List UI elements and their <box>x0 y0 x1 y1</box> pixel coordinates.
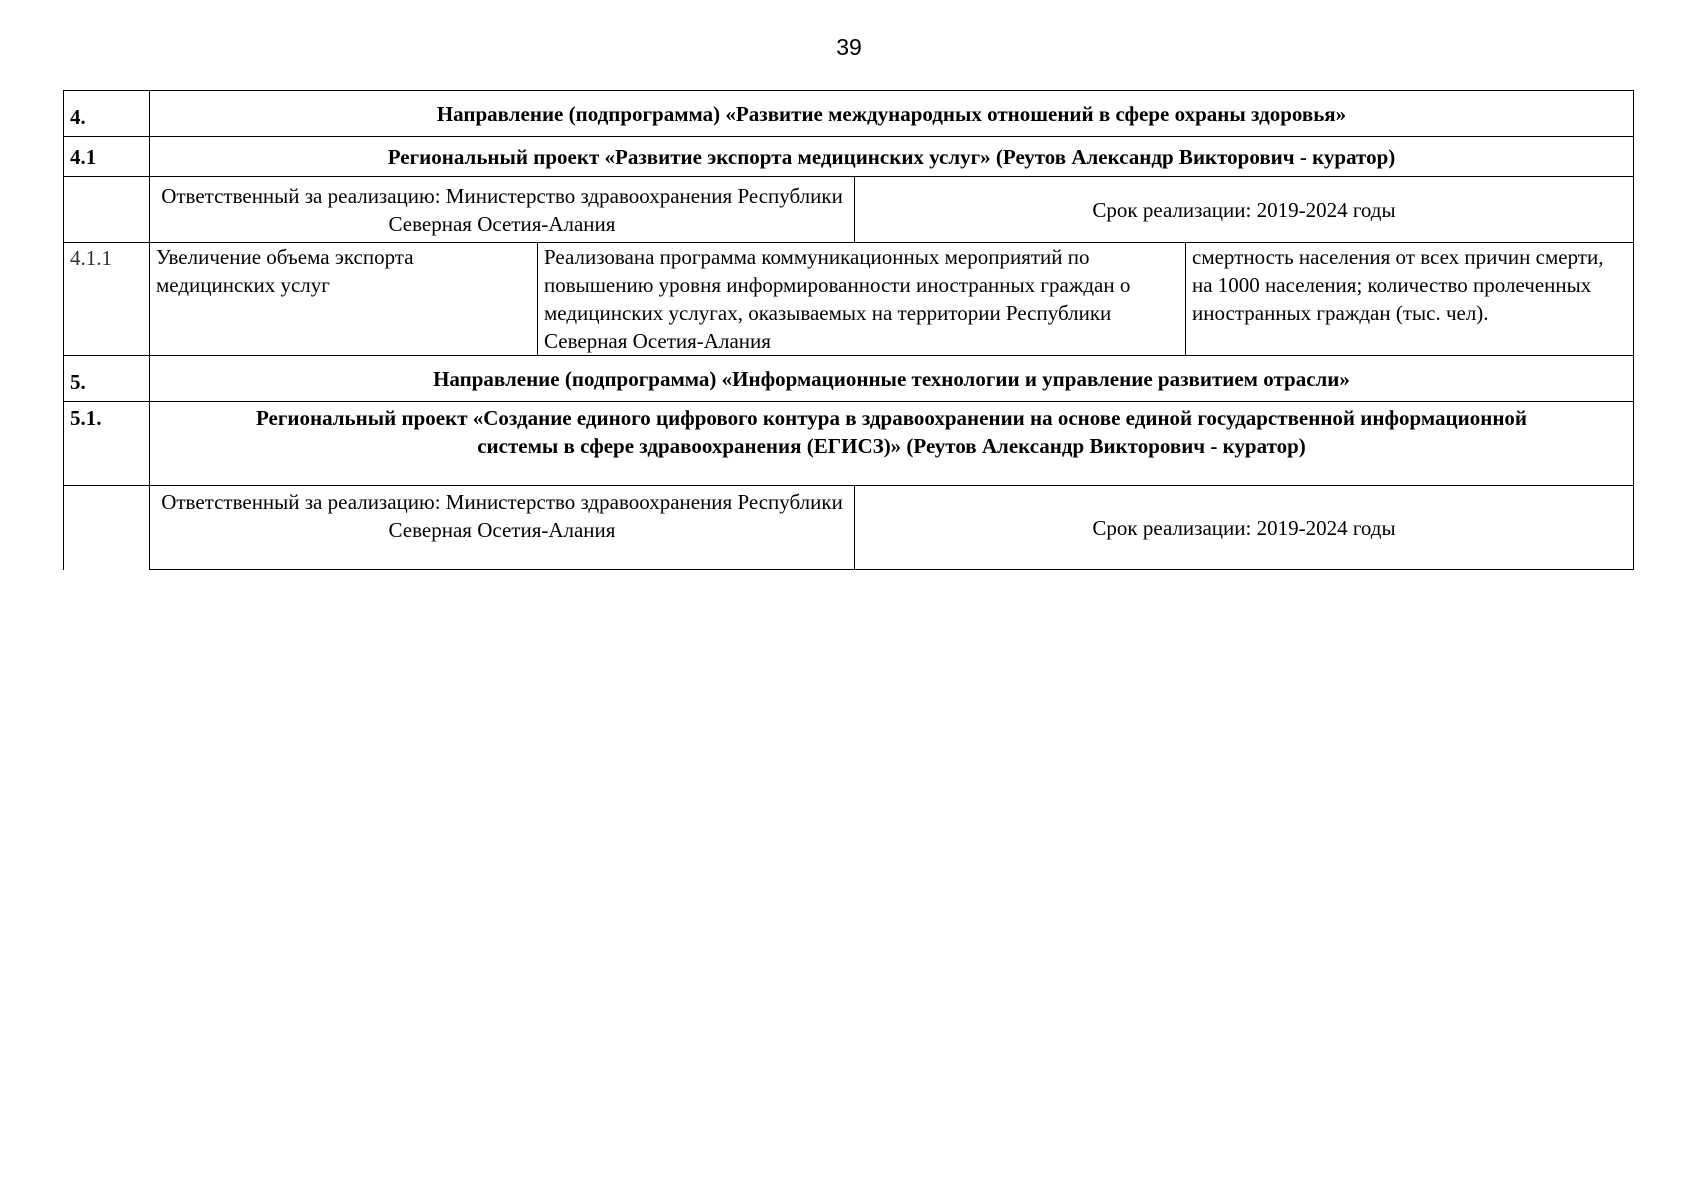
section-number: 4. <box>64 91 150 137</box>
section-number: 5. <box>64 356 150 402</box>
term-text: Срок реализации: 2019-2024 годы <box>855 177 1634 243</box>
table-row-responsible-5-1 <box>64 486 1634 570</box>
responsible-text: Ответственный за реализацию: Министерство здравоохранения Республики Северная Осетия-Алания <box>150 177 855 243</box>
term-text: Срок реализации: 2019-2024 годы <box>855 486 1634 570</box>
table-row-task-4-1-1 <box>64 243 1634 356</box>
project-title: Региональный проект «Развитие экспорта медицинских услуг» (Реутов Александр Викторович - куратор) <box>150 137 1634 177</box>
table-row-project-4-1 <box>64 137 1634 177</box>
project-number: 5.1. <box>64 402 150 486</box>
responsible-text: Ответственный за реализацию: Министерство здравоохранения Республики Северная Осетия-Алания <box>150 486 855 570</box>
task-number: 4.1.1 <box>64 243 150 356</box>
table-row-section-4 <box>64 91 1634 137</box>
section-title: Направление (подпрограмма) «Развитие международных отношений в сфере охраны здоровья» <box>150 91 1634 137</box>
project-title: Региональный проект «Создание единого цифрового контура в здравоохранении на основе единой государственной информационной системы в сфере здравоохранения (ЕГИСЗ)» (Реутов Александр Викторович - куратор) <box>150 402 1634 486</box>
result-text: Реализована программа коммуникационных мероприятий по повышению уровня информированности иностранных граждан о медицинских услугах, оказываемых на территории Республики Северная Осетия-Алания <box>538 243 1186 356</box>
program-table <box>63 90 1634 570</box>
table-row-project-5-1 <box>64 402 1634 486</box>
section-title: Направление (подпрограмма) «Информационные технологии и управление развитием отрасли» <box>150 356 1634 402</box>
empty-cell <box>64 486 150 570</box>
table-row-section-5 <box>64 356 1634 402</box>
page-number: 39 <box>836 34 862 60</box>
table-row-responsible-4-1 <box>64 177 1634 243</box>
task-text: Увеличение объема экспорта медицинских услуг <box>150 243 538 356</box>
empty-cell <box>64 177 150 243</box>
project-number: 4.1 <box>64 137 150 177</box>
indicator-text: смертность населения от всех причин смерти, на 1000 населения; количество пролеченных иностранных граждан (тыс. чел). <box>1186 243 1634 356</box>
